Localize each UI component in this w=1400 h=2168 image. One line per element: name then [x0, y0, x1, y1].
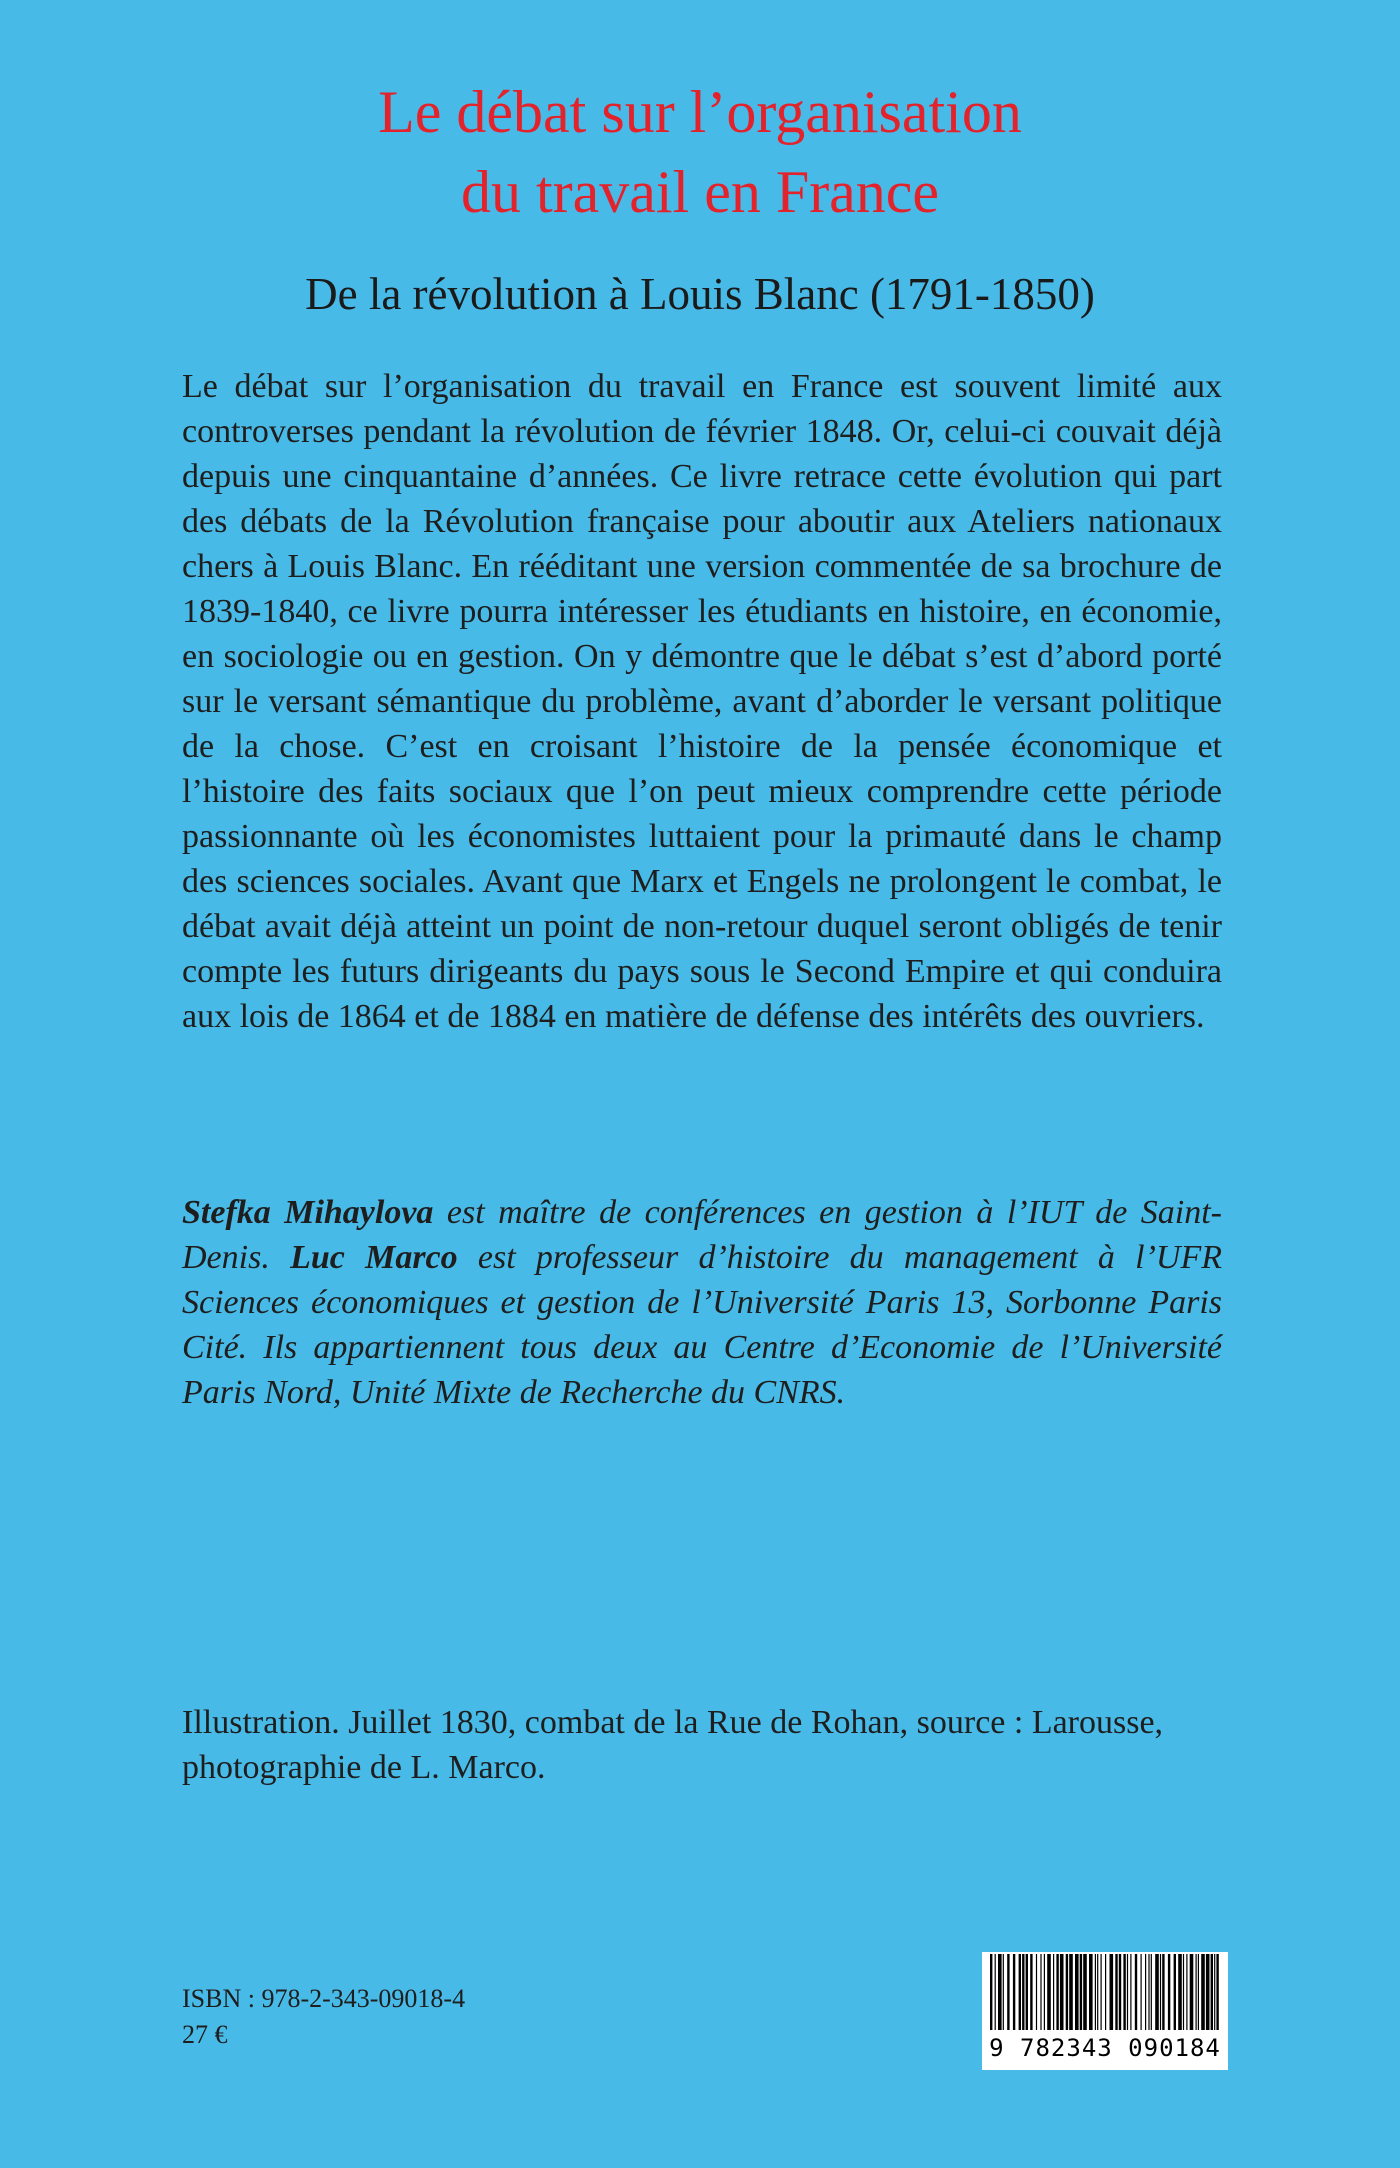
- illustration-credit: Illustration. Juillet 1830, combat de la Rue de Rohan, source : Larousse, photographie de L. Marco.: [182, 1704, 1164, 1786]
- barcode-bar: [1040, 1954, 1041, 2030]
- barcode-bar: [1019, 1954, 1021, 2030]
- barcode-bar: [1053, 1954, 1054, 2030]
- barcode-bar: [1115, 1954, 1117, 2030]
- barcode-bar: [1069, 1954, 1073, 2030]
- author-1-description: est maître de conférences en gestion à l’IUT de Saint-Denis.: [182, 1194, 1222, 1276]
- author-2-description: est professeur d’histoire du management à l’UFR Sciences économiques et gestion de l’Université Paris 13, Sorbonne Paris Cité. Ils appartiennent tous deux au Centre d’Economie de l’Université Paris Nord, Unité Mixte de Recherche du CNRS.: [182, 1239, 1223, 1411]
- barcode-bar: [1151, 1954, 1152, 2030]
- barcode-bar: [1130, 1954, 1131, 2030]
- author-1-name: Stefka Mihaylova: [182, 1194, 434, 1231]
- author-bio: [182, 1190, 1222, 1415]
- barcode-bar: [1119, 1954, 1121, 2030]
- book-subtitle: De la révolution à Louis Blanc (1791-1850): [305, 269, 1095, 319]
- book-title: [0, 72, 1400, 232]
- barcode-bar: [1022, 1954, 1024, 2030]
- barcode-bar: [1198, 1954, 1199, 2030]
- barcode-bar: [1214, 1954, 1215, 2030]
- barcode-bar: [1066, 1954, 1068, 2030]
- barcode-bar: [1123, 1954, 1125, 2030]
- barcode-bar: [1060, 1954, 1064, 2030]
- barcode-bar: [1007, 1954, 1009, 2030]
- barcode-bar: [998, 1954, 1002, 2030]
- barcode-bar: [1056, 1954, 1058, 2030]
- barcode-bar: [1075, 1954, 1079, 2030]
- barcode-bar: [1095, 1954, 1096, 2030]
- barcode-bar: [1168, 1954, 1170, 2030]
- barcode-bar: [1178, 1954, 1182, 2030]
- barcode-digits: 9 782343 090184: [989, 2034, 1221, 2062]
- book-title-line-1: Le débat sur l’organisation: [378, 79, 1022, 145]
- barcode-bar: [1183, 1954, 1184, 2030]
- isbn-label: ISBN : 978-2-343-09018-4: [182, 1984, 466, 2013]
- barcode-bar: [1135, 1954, 1137, 2030]
- barcode-bar: [1030, 1954, 1032, 2030]
- barcode-bar: [1105, 1954, 1106, 2030]
- barcode: [982, 1952, 1228, 2070]
- book-title-line-2: du travail en France: [460, 159, 940, 225]
- barcode-bar: [1003, 1954, 1004, 2030]
- barcode-bar: [1101, 1954, 1102, 2030]
- barcode-bar: [1013, 1954, 1015, 2030]
- barcode-bar: [1155, 1954, 1159, 2030]
- barcode-bar: [1047, 1954, 1051, 2030]
- price-label: 27 €: [182, 2020, 228, 2049]
- barcode-bar: [1097, 1954, 1098, 2030]
- barcode-bar: [1036, 1954, 1037, 2030]
- barcode-bar: [1110, 1954, 1114, 2030]
- barcode-bar: [1190, 1954, 1194, 2030]
- barcode-bar: [995, 1954, 996, 2030]
- barcode-bar: [1026, 1954, 1028, 2030]
- barcode-bar: [1127, 1954, 1128, 2030]
- barcode-bar: [1206, 1954, 1210, 2030]
- barcode-bar: [1160, 1954, 1161, 2030]
- barcode-bar: [1089, 1954, 1093, 2030]
- barcode-bar: [1174, 1954, 1176, 2030]
- barcode-bar: [1201, 1954, 1205, 2030]
- barcode-bar: [1044, 1954, 1045, 2030]
- barcode-bar: [1083, 1954, 1087, 2030]
- barcode-bar: [1186, 1954, 1187, 2030]
- barcode-bar: [1148, 1954, 1149, 2030]
- barcode-bar: [1080, 1954, 1082, 2030]
- barcode-bar: [1216, 1954, 1218, 2030]
- barcode-bar: [1211, 1954, 1213, 2030]
- barcode-bar: [1196, 1954, 1197, 2030]
- author-2-name: Luc Marco: [290, 1239, 458, 1276]
- barcode-bar: [1145, 1954, 1146, 2030]
- barcode-bar: [1162, 1954, 1164, 2030]
- barcode-bar: [990, 1954, 992, 2030]
- barcode-bars: [986, 1954, 1224, 2030]
- book-summary: Le débat sur l’organisation du travail en France est souvent limité aux controverses pendant la révolution de février 1848. Or, celui-ci couvait déjà depuis une cinquantaine d’années. Ce livre retrace cette évolution qui part des débats de la Révolution française pour aboutir aux Ateliers nationaux chers à Louis Blanc. En rééditant une version commentée de sa brochure de 1839-1840, ce livre pourra intéresser les étudiants en histoire, en économie, en sociologie ou en gestion. On y démontre que le débat s’est d’abord porté sur le versant sémantique du problème, avant d’aborder le versant politique de la chose. C’est en croisant l’histoire de la pensée économique et l’histoire des faits sociaux que l’on peut mieux comprendre cette période passionnante où les économistes luttaient pour la primauté dans le champ des sciences sociales. Avant que Marx et Engels ne prolongent le combat, le débat avait déjà atteint un point de non-retour duquel seront obligés de tenir compte les futurs dirigeants du pays sous le Second Empire et qui conduira aux lois de 1864 et de 1884 en matière de défense des intérêts des ouvriers.: [182, 368, 1222, 1035]
- barcode-bar: [1141, 1954, 1142, 2030]
